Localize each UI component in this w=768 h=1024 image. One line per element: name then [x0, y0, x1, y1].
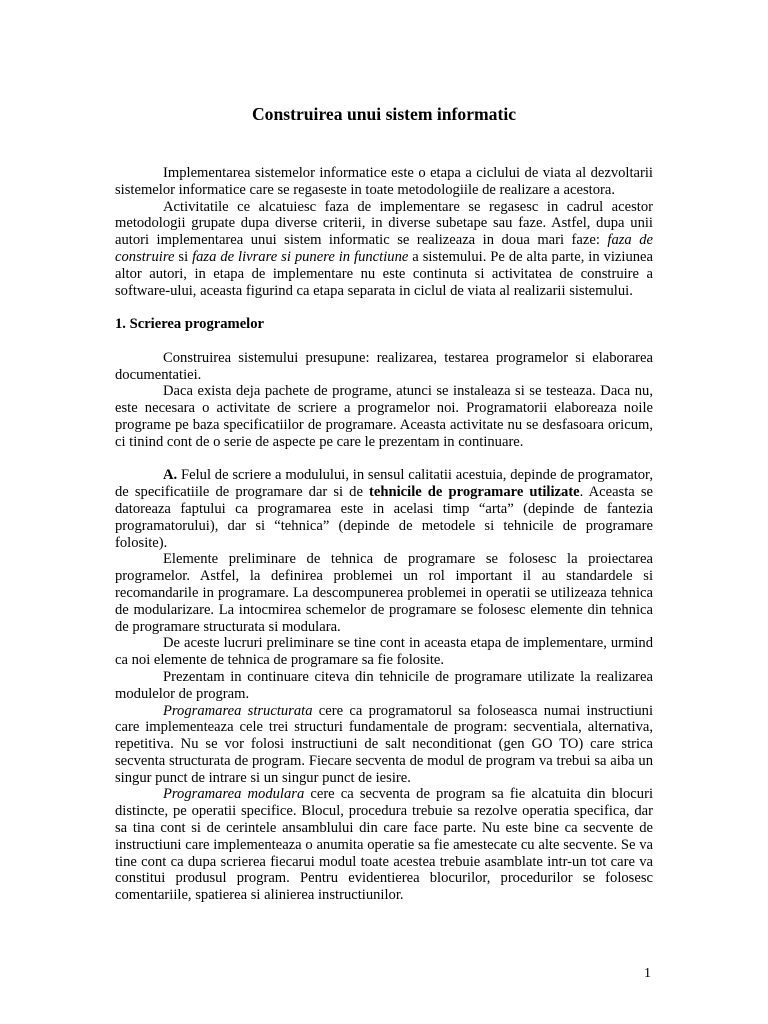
section-heading: 1. Scrierea programelor [115, 316, 264, 333]
paragraph: Daca exista deja pachete de programe, atunci se instaleaza si se testeaza. Daca nu, este necesara o activitate de scriere a programelor noi. Programatorii elaboreaza noile programe pe baza specificatiilor de programare. Aceasta activitate nu se desfasoara oricum, ci tinind cont de o serie de aspecte pe care le prezentam in continuare. [115, 383, 653, 450]
bold-phrase: tehnicile de programare utilizate [369, 484, 580, 501]
intro-paragraph-1: Implementarea sistemelor informatice este o etapa a ciclului de viata al dezvoltarii sistemelor informatice care se regaseste in toate metodologiile de realizare a acestora. [115, 165, 653, 198]
paragraph: Elemente preliminare de tehnica de programare se folosesc la proiectarea programelor. Astfel, la definirea problemei un rol important il au standardele si recomandarile in programare. La descompunerea problemei in operatii se utilizeaza tehnica de modularizare. La intocmirea schemelor de programare se folosesc elemente din tehnica de programare structurata si modulara. [115, 551, 653, 635]
paragraph: Prezentam in continuare citeva din tehnicile de programare utilizate la realizarea modulelor de program. [115, 668, 653, 702]
italic-phrase: faza de construire [115, 232, 653, 265]
paragraph: De aceste lucruri preliminare se tine cont in aceasta etapa de implementare, urmind ca noi elemente de tehnica de programare sa fie folosite. [115, 635, 653, 669]
paragraph: Construirea sistemului presupune: realizarea, testarea programelor si elaborarea documentatiei. [115, 349, 653, 383]
page-content [115, 103, 653, 904]
intro-paragraph-2: Activitatile ce alcatuiesc faza de implementare se regasesc in cadrul acestor metodologii grupate dupa diverse criterii, in diverse subetape sau faze. Astfel, dupa unii autori implementarea unui sistem informatic se realizeaza in doua mari faze: faza de construire si faza de livrare si punere in functiune a sistemului. Pe de alta parte, in viziunea altor autori, in etapa de implementare nu este continuta si activitatea de construire a software-ului, aceasta figurind ca etapa separata in ciclul de viata al realizarii sistemului. [115, 198, 653, 299]
italic-phrase: faza de livrare si punere in functiune [192, 248, 409, 265]
paragraph-a: A. Felul de scriere a modulului, in sensul calitatii acestuia, depinde de programator, de specificatiile de programare dar si de tehnicile de programare utilizate. Aceasta se datoreaza faptului ca programarea este in acelasi timp “arta” (depinde de fantezia programatorului), dar si “tehnica” (depinde de metodele si tehnicile de programare folosite). [115, 467, 653, 551]
list-label: A. [163, 467, 178, 484]
paragraph-structured-programming: Programarea structurata cere ca programatorul sa foloseasca numai instructiuni care implementeaza cele trei structuri fundamentale de program: secventiala, alternativa, repetitiva. Nu se vor folosi instructiuni de salt neconditionat (gen GO TO) care strica secventa structurata de program. Fiecare secventa de modul de program va trebui sa aiba un singur punct de intrare si un singur punct de iesire. [115, 702, 654, 786]
paragraph-modular-programming: Programarea modulara cere ca secventa de program sa fie alcatuita din blocuri distincte, pe operatii specifice. Blocul, procedura trebuie sa rezolve operatia specifica, dar sa tina cont si de cerintele ansamblului din care face parte. Nu este bine ca secvente de instructiuni care implementeaza o anumita operatie sa fie amestecate cu alte secvente. Se va tine cont ca dupa scrierea fiecarui modul toate acestea trebuie asamblate intr-un tot care va constitui produsul program. Pentru evidentierea blocurilor, procedurilor se folosesc comentariile, spatierea si alinierea instructiunilor. [115, 786, 653, 904]
document-title: Construirea unui sistem informatic [251, 104, 517, 124]
italic-term: Programarea modulara [163, 786, 305, 803]
page-number: 1 [644, 966, 651, 981]
italic-term: Programarea structurata [163, 702, 313, 719]
